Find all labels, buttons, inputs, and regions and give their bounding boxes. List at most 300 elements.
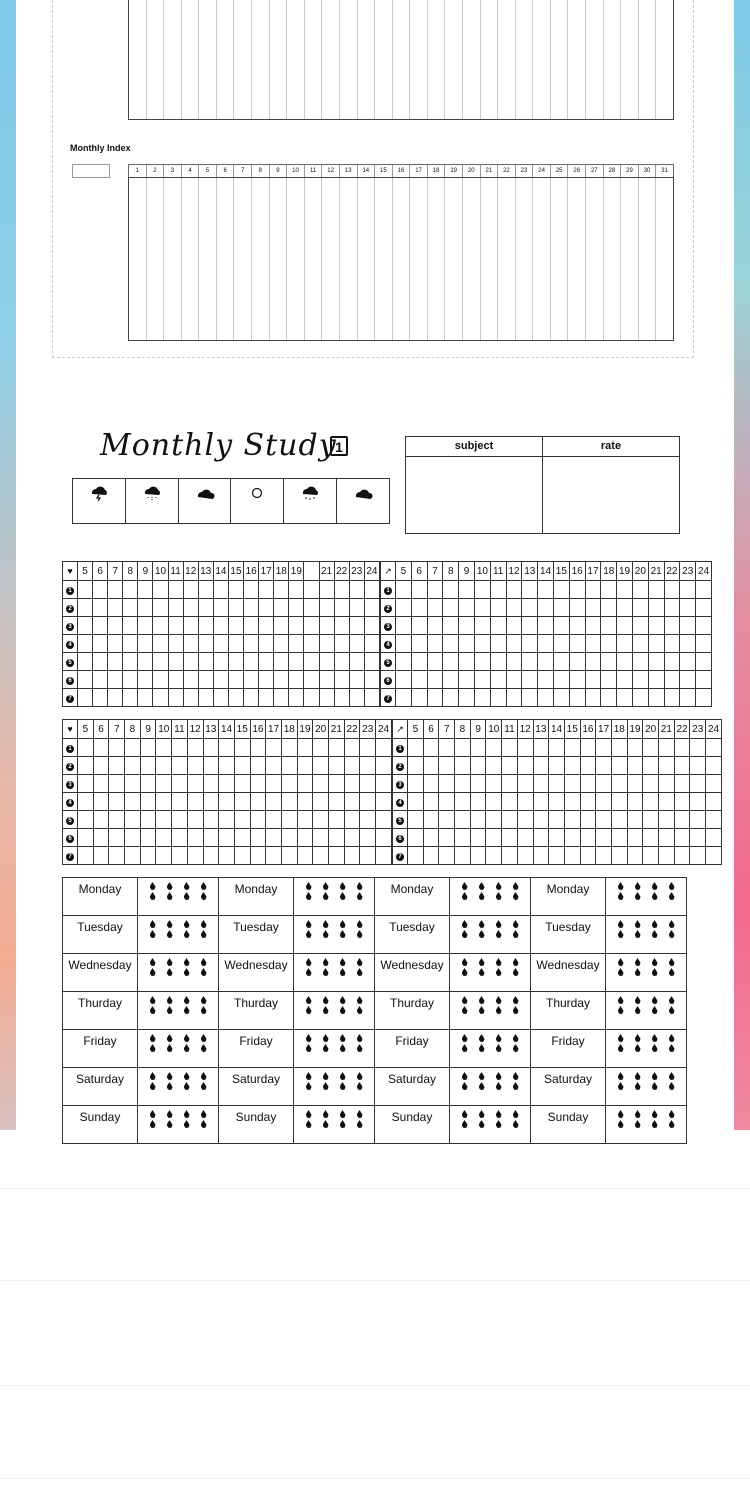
water-drop-icon[interactable] xyxy=(340,892,346,900)
water-drop-icon[interactable] xyxy=(479,920,485,928)
grid-cell[interactable] xyxy=(408,847,424,865)
water-drop-icon[interactable] xyxy=(496,1110,502,1118)
grid-cell[interactable] xyxy=(125,793,141,811)
water-drop-icon[interactable] xyxy=(496,996,502,1004)
water-drop-icon[interactable] xyxy=(201,882,207,890)
grid-cell[interactable] xyxy=(396,671,412,689)
grid-cell[interactable] xyxy=(601,653,617,671)
water-drop-icon[interactable] xyxy=(635,1120,641,1128)
water-drop-icon[interactable] xyxy=(201,1044,207,1052)
water-drop-icon[interactable] xyxy=(496,1120,502,1128)
grid-cell[interactable] xyxy=(396,581,412,599)
grid-cell[interactable] xyxy=(140,829,156,847)
grid-cell[interactable] xyxy=(664,653,680,671)
grid-cell[interactable] xyxy=(517,811,533,829)
grid-cell[interactable] xyxy=(459,581,475,599)
grid-cell[interactable] xyxy=(423,829,439,847)
grid-cell[interactable] xyxy=(648,617,664,635)
water-drop-icon[interactable] xyxy=(652,1044,658,1052)
grid-cell[interactable] xyxy=(659,739,675,757)
grid-cell[interactable] xyxy=(289,653,304,671)
grid-cell[interactable] xyxy=(617,689,633,707)
grid-cell[interactable] xyxy=(474,635,490,653)
water-drop-icon[interactable] xyxy=(462,1120,468,1128)
grid-cell[interactable] xyxy=(266,829,282,847)
water-drop-icon[interactable] xyxy=(167,996,173,1004)
grid-cell[interactable] xyxy=(281,757,297,775)
grid-cell[interactable] xyxy=(244,671,259,689)
grid-cell[interactable] xyxy=(78,757,94,775)
grid-cell[interactable] xyxy=(364,689,379,707)
water-drop-icon[interactable] xyxy=(323,1006,329,1014)
water-drop-icon[interactable] xyxy=(167,1034,173,1042)
water-drop-icon[interactable] xyxy=(479,996,485,1004)
grid-cell[interactable] xyxy=(364,653,379,671)
water-drop-icon[interactable] xyxy=(323,958,329,966)
grid-cell[interactable] xyxy=(93,653,108,671)
grid-cell[interactable] xyxy=(408,757,424,775)
water-drop-icon[interactable] xyxy=(618,882,624,890)
grid-cell[interactable] xyxy=(632,653,648,671)
water-drop-icon[interactable] xyxy=(513,968,519,976)
grid-cell[interactable] xyxy=(502,793,518,811)
grid-cell[interactable] xyxy=(706,739,722,757)
water-drop-icon[interactable] xyxy=(150,1110,156,1118)
grid-cell[interactable] xyxy=(549,847,565,865)
grid-cell[interactable] xyxy=(486,811,502,829)
water-drop-icon[interactable] xyxy=(479,958,485,966)
water-drop-icon[interactable] xyxy=(618,1110,624,1118)
grid-cell[interactable] xyxy=(396,599,412,617)
grid-cell[interactable] xyxy=(690,739,706,757)
grid-cell[interactable] xyxy=(706,829,722,847)
grid-cell[interactable] xyxy=(234,757,250,775)
grid-cell[interactable] xyxy=(140,793,156,811)
water-drop-icon[interactable] xyxy=(167,968,173,976)
grid-cell[interactable] xyxy=(690,829,706,847)
grid-cell[interactable] xyxy=(674,739,690,757)
grid-cell[interactable] xyxy=(549,775,565,793)
water-drop-icon[interactable] xyxy=(479,930,485,938)
grid-cell[interactable] xyxy=(627,793,643,811)
grid-cell[interactable] xyxy=(234,739,250,757)
grid-cell[interactable] xyxy=(213,599,228,617)
water-drop-icon[interactable] xyxy=(184,930,190,938)
grid-cell[interactable] xyxy=(664,671,680,689)
grid-cell[interactable] xyxy=(596,775,612,793)
grid-cell[interactable] xyxy=(334,689,349,707)
grid-cell[interactable] xyxy=(585,581,601,599)
grid-cell[interactable] xyxy=(219,757,235,775)
grid-cell[interactable] xyxy=(459,671,475,689)
drop-tracker[interactable] xyxy=(294,916,375,954)
water-drop-icon[interactable] xyxy=(462,1006,468,1014)
grid-cell[interactable] xyxy=(596,793,612,811)
grid-cell[interactable] xyxy=(138,599,153,617)
water-drop-icon[interactable] xyxy=(184,1110,190,1118)
grid-cell[interactable] xyxy=(533,811,549,829)
weather-option[interactable] xyxy=(337,479,389,523)
grid-cell[interactable] xyxy=(319,635,334,653)
grid-cell[interactable] xyxy=(680,689,696,707)
grid-cell[interactable] xyxy=(153,635,168,653)
grid-cell[interactable] xyxy=(125,739,141,757)
grid-cell[interactable] xyxy=(234,829,250,847)
grid-cell[interactable] xyxy=(611,829,627,847)
grid-cell[interactable] xyxy=(696,599,712,617)
grid-cell[interactable] xyxy=(564,757,580,775)
grid-cell[interactable] xyxy=(486,757,502,775)
grid-cell[interactable] xyxy=(93,581,108,599)
water-drop-icon[interactable] xyxy=(618,1006,624,1014)
grid-cell[interactable] xyxy=(123,599,138,617)
grid-cell[interactable] xyxy=(522,635,538,653)
grid-cell[interactable] xyxy=(213,653,228,671)
grid-cell[interactable] xyxy=(643,829,659,847)
grid-cell[interactable] xyxy=(443,635,459,653)
grid-cell[interactable] xyxy=(617,653,633,671)
grid-cell[interactable] xyxy=(198,635,213,653)
grid-cell[interactable] xyxy=(168,599,183,617)
water-drop-icon[interactable] xyxy=(323,1034,329,1042)
grid-cell[interactable] xyxy=(259,671,274,689)
drop-tracker[interactable] xyxy=(450,878,531,916)
grid-cell[interactable] xyxy=(244,617,259,635)
grid-cell[interactable] xyxy=(172,847,188,865)
grid-cell[interactable] xyxy=(156,775,172,793)
water-drop-icon[interactable] xyxy=(340,968,346,976)
water-drop-icon[interactable] xyxy=(635,996,641,1004)
grid-cell[interactable] xyxy=(108,689,123,707)
grid-cell[interactable] xyxy=(411,635,427,653)
water-drop-icon[interactable] xyxy=(357,1072,363,1080)
water-drop-icon[interactable] xyxy=(357,1110,363,1118)
drop-tracker[interactable] xyxy=(450,916,531,954)
water-drop-icon[interactable] xyxy=(167,882,173,890)
grid-cell[interactable] xyxy=(344,829,360,847)
water-drop-icon[interactable] xyxy=(462,920,468,928)
grid-cell[interactable] xyxy=(664,581,680,599)
water-drop-icon[interactable] xyxy=(340,1082,346,1090)
water-drop-icon[interactable] xyxy=(167,1044,173,1052)
grid-cell[interactable] xyxy=(696,689,712,707)
water-drop-icon[interactable] xyxy=(462,996,468,1004)
grid-cell[interactable] xyxy=(289,689,304,707)
grid-cell[interactable] xyxy=(569,617,585,635)
grid-cell[interactable] xyxy=(580,847,596,865)
grid-cell[interactable] xyxy=(517,775,533,793)
grid-cell[interactable] xyxy=(153,653,168,671)
grid-cell[interactable] xyxy=(78,811,94,829)
water-drop-icon[interactable] xyxy=(496,1072,502,1080)
grid-cell[interactable] xyxy=(664,599,680,617)
grid-cell[interactable] xyxy=(522,581,538,599)
water-drop-icon[interactable] xyxy=(462,1072,468,1080)
grid-cell[interactable] xyxy=(187,739,203,757)
grid-cell[interactable] xyxy=(168,581,183,599)
grid-cell[interactable] xyxy=(690,775,706,793)
grid-cell[interactable] xyxy=(486,829,502,847)
grid-cell[interactable] xyxy=(360,775,376,793)
water-drop-icon[interactable] xyxy=(479,1082,485,1090)
grid-cell[interactable] xyxy=(538,689,554,707)
water-drop-icon[interactable] xyxy=(635,1082,641,1090)
grid-cell[interactable] xyxy=(427,653,443,671)
grid-cell[interactable] xyxy=(564,847,580,865)
grid-cell[interactable] xyxy=(349,671,364,689)
hour-grid-bottom-right[interactable] xyxy=(392,719,722,865)
grid-cell[interactable] xyxy=(250,847,266,865)
grid-cell[interactable] xyxy=(632,599,648,617)
grid-cell[interactable] xyxy=(517,739,533,757)
grid-cell[interactable] xyxy=(580,811,596,829)
grid-cell[interactable] xyxy=(553,599,569,617)
grid-cell[interactable] xyxy=(696,671,712,689)
drop-tracker[interactable] xyxy=(294,878,375,916)
grid-cell[interactable] xyxy=(319,653,334,671)
drop-tracker[interactable] xyxy=(138,992,219,1030)
grid-cell[interactable] xyxy=(349,599,364,617)
water-drop-icon[interactable] xyxy=(513,1044,519,1052)
grid-cell[interactable] xyxy=(289,599,304,617)
grid-cell[interactable] xyxy=(617,599,633,617)
grid-cell[interactable] xyxy=(228,635,243,653)
grid-cell[interactable] xyxy=(364,599,379,617)
grid-cell[interactable] xyxy=(439,739,455,757)
grid-cell[interactable] xyxy=(109,847,125,865)
grid-cell[interactable] xyxy=(601,689,617,707)
grid-cell[interactable] xyxy=(140,739,156,757)
grid-cell[interactable] xyxy=(183,689,198,707)
water-drop-icon[interactable] xyxy=(618,920,624,928)
grid-cell[interactable] xyxy=(459,617,475,635)
grid-cell[interactable] xyxy=(611,739,627,757)
drop-tracker[interactable] xyxy=(138,878,219,916)
grid-cell[interactable] xyxy=(187,811,203,829)
weather-option[interactable] xyxy=(231,479,284,523)
water-drop-icon[interactable] xyxy=(184,920,190,928)
grid-cell[interactable] xyxy=(153,599,168,617)
water-drop-icon[interactable] xyxy=(652,882,658,890)
grid-cell[interactable] xyxy=(674,793,690,811)
grid-cell[interactable] xyxy=(490,617,506,635)
grid-cell[interactable] xyxy=(408,829,424,847)
grid-cell[interactable] xyxy=(611,811,627,829)
grid-cell[interactable] xyxy=(360,739,376,757)
grid-cell[interactable] xyxy=(580,739,596,757)
grid-cell[interactable] xyxy=(376,793,392,811)
water-drop-icon[interactable] xyxy=(669,930,675,938)
grid-cell[interactable] xyxy=(228,599,243,617)
grid-cell[interactable] xyxy=(396,617,412,635)
grid-cell[interactable] xyxy=(564,829,580,847)
grid-cell[interactable] xyxy=(198,653,213,671)
water-drop-icon[interactable] xyxy=(167,958,173,966)
grid-cell[interactable] xyxy=(198,689,213,707)
water-drop-icon[interactable] xyxy=(635,958,641,966)
grid-cell[interactable] xyxy=(648,635,664,653)
grid-cell[interactable] xyxy=(611,847,627,865)
grid-cell[interactable] xyxy=(234,847,250,865)
water-drop-icon[interactable] xyxy=(340,996,346,1004)
grid-cell[interactable] xyxy=(455,757,471,775)
water-drop-icon[interactable] xyxy=(323,1044,329,1052)
water-drop-icon[interactable] xyxy=(479,892,485,900)
water-drop-icon[interactable] xyxy=(167,892,173,900)
grid-cell[interactable] xyxy=(297,775,313,793)
grid-cell[interactable] xyxy=(411,671,427,689)
grid-cell[interactable] xyxy=(627,775,643,793)
grid-cell[interactable] xyxy=(156,829,172,847)
grid-cell[interactable] xyxy=(569,653,585,671)
grid-cell[interactable] xyxy=(659,775,675,793)
grid-cell[interactable] xyxy=(538,635,554,653)
grid-cell[interactable] xyxy=(427,581,443,599)
grid-cell[interactable] xyxy=(198,671,213,689)
grid-cell[interactable] xyxy=(203,775,219,793)
grid-cell[interactable] xyxy=(297,811,313,829)
water-drop-icon[interactable] xyxy=(635,1034,641,1042)
grid-cell[interactable] xyxy=(78,617,93,635)
water-drop-icon[interactable] xyxy=(323,996,329,1004)
grid-cell[interactable] xyxy=(123,653,138,671)
grid-cell[interactable] xyxy=(172,829,188,847)
grid-cell[interactable] xyxy=(168,617,183,635)
grid-cell[interactable] xyxy=(632,581,648,599)
water-drop-icon[interactable] xyxy=(150,996,156,1004)
grid-cell[interactable] xyxy=(706,847,722,865)
grid-cell[interactable] xyxy=(203,847,219,865)
grid-cell[interactable] xyxy=(334,599,349,617)
grid-cell[interactable] xyxy=(297,847,313,865)
water-drop-icon[interactable] xyxy=(652,1082,658,1090)
grid-cell[interactable] xyxy=(78,829,94,847)
week-mood-table[interactable] xyxy=(62,877,687,1144)
water-drop-icon[interactable] xyxy=(323,882,329,890)
water-drop-icon[interactable] xyxy=(184,1034,190,1042)
grid-cell[interactable] xyxy=(334,581,349,599)
grid-cell[interactable] xyxy=(439,793,455,811)
water-drop-icon[interactable] xyxy=(669,958,675,966)
water-drop-icon[interactable] xyxy=(496,1082,502,1090)
grid-cell[interactable] xyxy=(183,617,198,635)
grid-cell[interactable] xyxy=(274,653,289,671)
grid-cell[interactable] xyxy=(664,617,680,635)
grid-cell[interactable] xyxy=(538,653,554,671)
grid-cell[interactable] xyxy=(156,847,172,865)
grid-cell[interactable] xyxy=(313,811,329,829)
grid-cell[interactable] xyxy=(156,811,172,829)
grid-cell[interactable] xyxy=(490,653,506,671)
grid-cell[interactable] xyxy=(627,739,643,757)
grid-cell[interactable] xyxy=(289,617,304,635)
grid-cell[interactable] xyxy=(360,829,376,847)
grid-cell[interactable] xyxy=(502,829,518,847)
water-drop-icon[interactable] xyxy=(513,892,519,900)
grid-cell[interactable] xyxy=(459,689,475,707)
water-drop-icon[interactable] xyxy=(323,968,329,976)
water-drop-icon[interactable] xyxy=(167,930,173,938)
grid-cell[interactable] xyxy=(423,811,439,829)
water-drop-icon[interactable] xyxy=(323,930,329,938)
grid-cell[interactable] xyxy=(304,689,319,707)
grid-cell[interactable] xyxy=(486,847,502,865)
grid-cell[interactable] xyxy=(250,775,266,793)
grid-cell[interactable] xyxy=(259,617,274,635)
grid-cell[interactable] xyxy=(643,757,659,775)
grid-cell[interactable] xyxy=(108,635,123,653)
grid-cell[interactable] xyxy=(297,757,313,775)
grid-cell[interactable] xyxy=(411,617,427,635)
grid-cell[interactable] xyxy=(304,617,319,635)
grid-cell[interactable] xyxy=(266,811,282,829)
grid-cell[interactable] xyxy=(93,617,108,635)
grid-cell[interactable] xyxy=(680,581,696,599)
grid-cell[interactable] xyxy=(564,775,580,793)
water-drop-icon[interactable] xyxy=(513,1006,519,1014)
water-drop-icon[interactable] xyxy=(479,1034,485,1042)
water-drop-icon[interactable] xyxy=(669,892,675,900)
grid-cell[interactable] xyxy=(706,757,722,775)
grid-cell[interactable] xyxy=(486,775,502,793)
grid-cell[interactable] xyxy=(506,671,522,689)
grid-cell[interactable] xyxy=(627,757,643,775)
grid-cell[interactable] xyxy=(297,829,313,847)
grid-cell[interactable] xyxy=(168,653,183,671)
drop-tracker[interactable] xyxy=(138,954,219,992)
grid-cell[interactable] xyxy=(439,775,455,793)
water-drop-icon[interactable] xyxy=(357,1082,363,1090)
grid-cell[interactable] xyxy=(585,635,601,653)
grid-cell[interactable] xyxy=(304,599,319,617)
grid-cell[interactable] xyxy=(533,739,549,757)
grid-cell[interactable] xyxy=(601,617,617,635)
water-drop-icon[interactable] xyxy=(618,1044,624,1052)
grid-cell[interactable] xyxy=(198,617,213,635)
water-drop-icon[interactable] xyxy=(184,1072,190,1080)
grid-cell[interactable] xyxy=(334,617,349,635)
grid-cell[interactable] xyxy=(274,617,289,635)
grid-cell[interactable] xyxy=(533,793,549,811)
grid-cell[interactable] xyxy=(486,793,502,811)
grid-cell[interactable] xyxy=(334,653,349,671)
grid-cell[interactable] xyxy=(313,793,329,811)
grid-cell[interactable] xyxy=(78,793,94,811)
grid-cell[interactable] xyxy=(459,599,475,617)
grid-cell[interactable] xyxy=(470,757,486,775)
water-drop-icon[interactable] xyxy=(184,958,190,966)
grid-cell[interactable] xyxy=(329,775,345,793)
grid-cell[interactable] xyxy=(78,671,93,689)
drop-tracker[interactable] xyxy=(294,1030,375,1068)
drop-tracker[interactable] xyxy=(138,1030,219,1068)
grid-cell[interactable] xyxy=(632,671,648,689)
grid-cell[interactable] xyxy=(459,635,475,653)
grid-cell[interactable] xyxy=(569,581,585,599)
grid-cell[interactable] xyxy=(156,793,172,811)
grid-cell[interactable] xyxy=(706,811,722,829)
grid-cell[interactable] xyxy=(690,793,706,811)
grid-cell[interactable] xyxy=(344,793,360,811)
grid-cell[interactable] xyxy=(250,739,266,757)
grid-cell[interactable] xyxy=(648,689,664,707)
water-drop-icon[interactable] xyxy=(357,882,363,890)
grid-cell[interactable] xyxy=(140,757,156,775)
grid-cell[interactable] xyxy=(648,581,664,599)
grid-cell[interactable] xyxy=(266,793,282,811)
water-drop-icon[interactable] xyxy=(306,1044,312,1052)
grid-cell[interactable] xyxy=(109,811,125,829)
